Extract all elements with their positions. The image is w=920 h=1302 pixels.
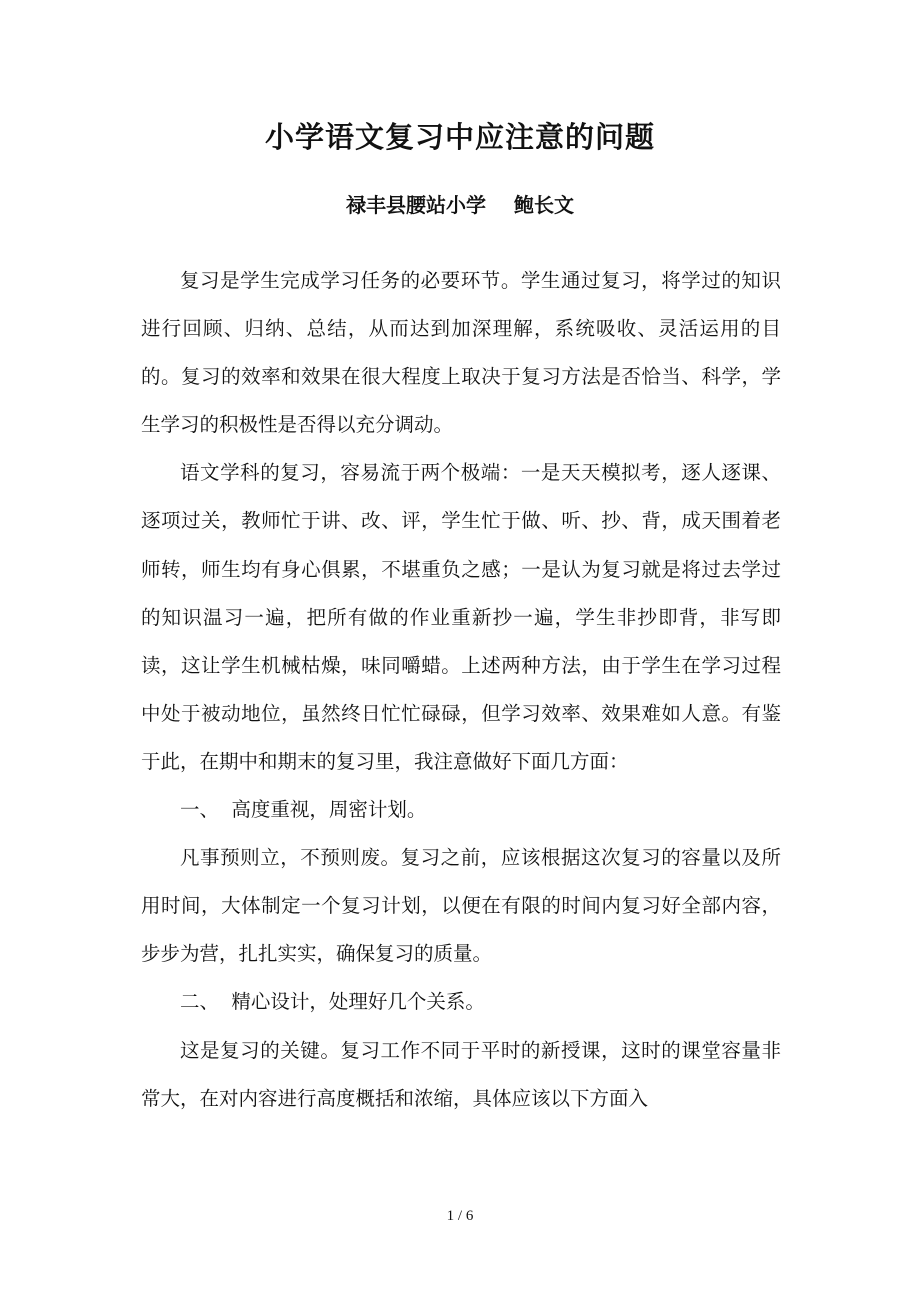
author-byline [0,190,920,220]
page-number: 1 / 6 [446,1208,474,1224]
section-heading-2: 二、 精心设计，处理好几个关系。 [180,990,485,1014]
section-heading-1: 一、 高度重视，周密计划。 [180,798,427,822]
school-name: 禄丰县腰站小学 [346,193,486,217]
paragraph-intro: 复习是学生完成学习任务的必要环节。学生通过复习，将学过的知识进行回顾、归纳、总结，从而达到加深理解，系统吸收、灵活运用的目的。复习的效率和效果在很大程度上取决于复习方法是否恰当、科学，学生学习的积极性是否得以充分调动。 [141,269,781,437]
paragraph-planning: 凡事预则立，不预则废。复习之前，应该根据这次复习的容量以及所用时间，大体制定一个复习计划，以便在有限的时间内复习好全部内容，步步为营，扎扎实实，确保复习的质量。 [141,846,781,966]
author-name: 鲍长文 [514,193,574,217]
paragraph-key: 这是复习的关键。复习工作不同于平时的新授课，这时的课堂容量非常大，在对内容进行高度概括和浓缩，具体应该以下方面入 [141,1038,781,1110]
document-title: 小学语文复习中应注意的问题 [264,120,655,154]
paragraph-extremes: 语文学科的复习，容易流于两个极端：一是天天模拟考，逐人逐课、逐项过关，教师忙于讲、改、评，学生忙于做、听、抄、背，成天围着老师转，师生均有身心俱累，不堪重负之感；一是认为复习就是将过去学过的知识温习一遍，把所有做的作业重新抄一遍，学生非抄即背，非写即读，这让学生机械枯燥，味同嚼蜡。上述两种方法，由于学生在学习过程中处于被动地位，虽然终日忙忙碌碌，但学习效率、效果难如人意。有鉴于此，在期中和期末的复习里，我注意做好下面几方面： [141,461,781,773]
body-text [141,257,781,1123]
